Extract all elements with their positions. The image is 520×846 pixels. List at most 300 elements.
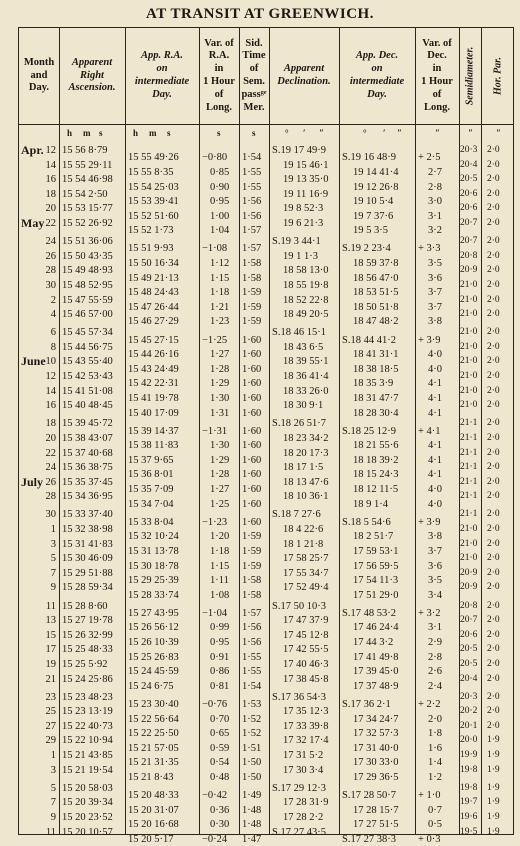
intermediate-dec-cell: S.17 28 50·7 — [342, 790, 396, 801]
var-ra-cell: 0·65 — [210, 728, 230, 740]
var-dec-cell: 0·5 — [428, 819, 442, 831]
var-dec-cell: 4·1 — [428, 440, 442, 452]
header-line: Apparent — [71, 56, 113, 68]
day-cell: 8 — [50, 341, 56, 353]
apparent-ra-cell: 15 54 2·50 — [62, 188, 108, 200]
sidereal-time-cell: 1·54 — [242, 152, 262, 164]
semidiameter-cell: 20·2 — [460, 706, 478, 717]
day-cell: 17 — [45, 644, 56, 656]
var-dec-cell: + 2·2 — [418, 698, 441, 710]
apparent-dec-cell: 19 1 1·3 — [283, 250, 318, 262]
apparent-dec-cell: S.18 7 27·6 — [272, 509, 321, 521]
intermediate-ra-cell: 15 51 9·93 — [128, 243, 174, 255]
intermediate-ra-cell: 15 20 31·07 — [128, 804, 179, 816]
var-ra-cell: 0·36 — [210, 804, 230, 816]
header-line: of — [249, 63, 259, 75]
intermediate-ra-cell: 15 21 8·43 — [128, 771, 174, 783]
sidereal-time-cell: 1·56 — [242, 637, 262, 648]
intermediate-dec-cell: 17 32 57·3 — [353, 728, 399, 740]
unit-label: ° — [285, 128, 289, 138]
hor-par-cell: 2·0 — [487, 567, 500, 578]
intermediate-dec-cell: S.18 44 41·2 — [342, 334, 396, 346]
var-dec-cell: 3·6 — [428, 272, 442, 284]
hor-par-cell: 2·0 — [487, 327, 500, 338]
sidereal-time-cell: 1·59 — [242, 301, 262, 313]
intermediate-dec-cell: 17 28 15·7 — [353, 804, 399, 816]
intermediate-dec-cell: 18 38 18·5 — [353, 363, 399, 375]
semidiameter-cell: 21·0 — [460, 341, 478, 352]
intermediate-ra-cell: 15 49 21·13 — [128, 272, 179, 284]
var-ra-cell: −1·04 — [202, 607, 228, 619]
apparent-dec-cell: 18 36 41·4 — [283, 371, 329, 382]
intermediate-ra-cell: 15 22 56·64 — [128, 713, 179, 725]
intermediate-ra-cell: 15 44 26·16 — [128, 349, 179, 361]
day-cell: 9 — [50, 811, 56, 823]
unit-label: ′ — [303, 128, 306, 138]
apparent-ra-cell: 15 52 26·92 — [62, 218, 113, 229]
var-dec-cell: 3·1 — [428, 622, 442, 634]
var-dec-cell: 2·8 — [428, 651, 442, 663]
apparent-ra-cell: 15 47 55·59 — [62, 294, 113, 306]
header-line: on — [156, 63, 168, 75]
header-line: 1 Hour — [203, 76, 235, 87]
header-line: Apparent — [283, 63, 325, 75]
intermediate-ra-cell: 15 29 25·39 — [128, 575, 179, 587]
var-dec-cell: 2·0 — [428, 713, 442, 725]
sidereal-time-cell: 1·59 — [242, 531, 262, 543]
day-cell: 29 — [45, 735, 56, 747]
intermediate-dec-cell: 17 29 36·5 — [353, 771, 399, 783]
unit-label: ′ — [383, 128, 386, 138]
sidereal-time-cell: 1·59 — [242, 560, 262, 572]
intermediate-dec-cell: 18 59 37·8 — [353, 258, 399, 269]
apparent-ra-cell: 15 49 48·93 — [62, 265, 113, 277]
apparent-dec-cell: S.17 50 10·3 — [272, 600, 326, 612]
sidereal-time-cell: 1·55 — [242, 651, 262, 663]
var-dec-cell: 3·7 — [428, 301, 442, 313]
semidiameter-cell: 21·1 — [460, 447, 478, 458]
hor-par-cell: 2·0 — [487, 432, 500, 443]
hor-par-cell: 2·0 — [487, 629, 500, 640]
sidereal-time-cell: 1·60 — [242, 425, 262, 437]
sidereal-time-cell: 1·51 — [242, 742, 262, 754]
day-cell: 1 — [50, 750, 56, 761]
header-line: intermediate — [349, 76, 405, 87]
semidiameter-cell: 21·0 — [460, 385, 478, 396]
apparent-dec-cell: S.17 36 54·3 — [272, 691, 326, 703]
semidiameter-cell: 21·1 — [460, 509, 478, 520]
header-line: App. Dec. — [355, 50, 399, 62]
var-ra-cell: 1·20 — [210, 531, 230, 543]
apparent-dec-cell: S.17 29 12·3 — [272, 782, 326, 794]
column-header-apparent-ra — [59, 28, 125, 124]
header-line: Var. of — [204, 37, 234, 49]
day-cell: 19 — [45, 658, 56, 670]
hor-par-cell: 1·9 — [487, 826, 500, 837]
apparent-ra-cell: 15 34 36·95 — [62, 491, 113, 503]
intermediate-ra-cell: 15 46 27·29 — [128, 316, 179, 328]
semidiameter-cell: 20·4 — [460, 673, 478, 684]
var-ra-cell: 1·15 — [210, 560, 230, 572]
sidereal-time-cell: 1·55 — [242, 166, 262, 178]
ephemeris-table — [18, 27, 514, 845]
apparent-ra-cell: 15 23 13·19 — [62, 706, 113, 718]
intermediate-ra-cell: 15 31 13·78 — [128, 545, 179, 557]
apparent-ra-cell: 15 38 43·07 — [62, 432, 113, 444]
header-line: Sid. — [245, 37, 263, 49]
intermediate-dec-cell: 18 2 51·7 — [353, 531, 394, 543]
var-dec-cell: 4·1 — [428, 469, 442, 481]
var-ra-cell: 1·28 — [210, 469, 230, 481]
var-ra-cell: 0·95 — [210, 196, 230, 208]
intermediate-ra-cell: 15 34 7·04 — [128, 498, 174, 510]
column-header-app-dec-intermediate — [339, 28, 415, 124]
day-cell: 12 — [45, 145, 56, 156]
intermediate-ra-cell: 15 52 1·73 — [128, 225, 174, 237]
apparent-ra-cell: 15 43 55·40 — [62, 356, 113, 368]
var-dec-cell: 4·1 — [428, 454, 442, 466]
hor-par-cell: 2·0 — [487, 309, 500, 320]
var-ra-cell: 0·90 — [210, 181, 230, 193]
apparent-dec-cell: 18 1 21·8 — [283, 538, 324, 550]
hor-par-cell: 2·0 — [487, 418, 500, 429]
hor-par-cell: 2·0 — [487, 691, 500, 702]
month-label: July — [21, 474, 44, 489]
apparent-ra-cell: 15 37 40·68 — [62, 447, 113, 459]
header-line: Dec. — [427, 50, 447, 62]
intermediate-dec-cell: 17 56 59·5 — [353, 560, 399, 572]
hor-par-cell: 2·0 — [487, 159, 500, 170]
var-dec-cell: 3·1 — [428, 210, 442, 222]
semidiameter-cell: 21·0 — [460, 309, 478, 320]
intermediate-ra-cell: 15 23 30·40 — [128, 698, 179, 710]
var-dec-cell: 1·2 — [428, 771, 442, 783]
apparent-ra-cell: 15 35 37·45 — [62, 476, 113, 488]
intermediate-dec-cell: 18 12 11·5 — [353, 484, 399, 495]
hor-par-cell: 2·0 — [487, 385, 500, 396]
var-ra-cell: −0·42 — [202, 790, 228, 801]
header-line: Var. of — [422, 37, 452, 49]
hor-par-cell: 2·0 — [487, 644, 500, 655]
unit-label: ″ — [435, 128, 440, 138]
intermediate-dec-cell: S.18 5 54·6 — [342, 516, 391, 528]
apparent-ra-cell: 15 23 48·23 — [62, 691, 113, 703]
sidereal-time-cell: 1·54 — [242, 680, 262, 692]
page-title: AT TRANSIT AT GREENWICH. — [146, 6, 374, 22]
apparent-dec-cell: 17 35 12·3 — [283, 706, 329, 718]
intermediate-ra-cell: 15 47 26·44 — [128, 301, 179, 313]
intermediate-ra-cell: 15 38 11·83 — [128, 440, 179, 452]
apparent-dec-cell: 17 45 12·8 — [283, 629, 329, 641]
apparent-dec-cell: 18 39 55·1 — [283, 356, 329, 368]
header-line: passᵍᵉ — [241, 88, 267, 100]
sidereal-time-cell: 1·48 — [242, 804, 262, 816]
var-ra-cell: −1·25 — [202, 334, 228, 346]
var-ra-cell: 1·30 — [210, 392, 230, 404]
var-ra-cell: 0·48 — [210, 771, 230, 783]
apparent-dec-cell: 17 28 2·2 — [283, 811, 324, 823]
intermediate-ra-cell: 15 41 19·78 — [128, 392, 179, 404]
hor-par-cell: 2·0 — [487, 188, 500, 199]
semidiameter-cell: 20·7 — [460, 615, 478, 626]
header-line: in — [214, 63, 224, 75]
intermediate-dec-cell: 19 7 37·6 — [353, 210, 394, 222]
header-line: Ascension. — [68, 82, 116, 94]
var-ra-cell: −1·08 — [202, 243, 228, 255]
apparent-dec-cell: 18 30 9·1 — [283, 400, 324, 412]
intermediate-ra-cell: 15 39 14·37 — [128, 425, 179, 437]
intermediate-ra-cell: 15 32 10·24 — [128, 531, 179, 543]
month-label: June — [21, 354, 46, 369]
var-ra-cell: 1·12 — [210, 258, 230, 269]
sidereal-time-cell: 1·60 — [242, 498, 262, 510]
apparent-ra-cell: 15 22 10·94 — [62, 735, 113, 747]
column-divider — [481, 28, 482, 834]
sidereal-time-cell: 1·50 — [242, 757, 262, 769]
hor-par-cell: 2·0 — [487, 265, 500, 276]
apparent-dec-cell: 18 23 34·2 — [283, 432, 329, 444]
day-cell: 22 — [45, 447, 56, 459]
intermediate-dec-cell: 18 53 51·5 — [353, 287, 399, 299]
var-dec-cell: 3·8 — [428, 316, 442, 328]
apparent-ra-cell: 15 48 52·95 — [62, 279, 113, 291]
var-dec-cell: 3·4 — [428, 589, 442, 601]
intermediate-ra-cell: 15 20 48·33 — [128, 790, 179, 801]
header-line: Time — [242, 50, 266, 62]
sidereal-time-cell: 1·55 — [242, 666, 262, 678]
column-divider — [199, 28, 200, 834]
var-dec-cell: + 0·3 — [418, 833, 441, 845]
day-cell: 16 — [45, 400, 56, 412]
column-header-month-day — [19, 28, 59, 124]
semidiameter-cell: 21·0 — [460, 538, 478, 549]
var-dec-cell: 1·6 — [428, 742, 442, 754]
var-dec-cell: 3·6 — [428, 560, 442, 572]
intermediate-dec-cell: 18 41 31·1 — [353, 349, 399, 361]
intermediate-ra-cell: 15 55 8·35 — [128, 166, 174, 178]
hor-par-cell: 2·0 — [487, 658, 500, 669]
var-dec-cell: 2·4 — [428, 680, 442, 692]
intermediate-dec-cell: 17 30 33·0 — [353, 757, 399, 769]
day-cell: 5 — [50, 553, 56, 565]
header-line: Long. — [424, 101, 450, 113]
semidiameter-cell: 21·0 — [460, 371, 478, 381]
var-dec-cell: + 4·1 — [418, 425, 441, 437]
apparent-dec-cell: 17 38 45·8 — [283, 673, 329, 685]
apparent-ra-cell: 15 29 51·88 — [62, 567, 113, 579]
var-dec-cell: 2·8 — [428, 181, 442, 193]
semidiameter-cell: 19·5 — [460, 826, 478, 837]
column-header-sid-time — [239, 28, 269, 124]
day-cell: 14 — [45, 159, 56, 171]
hor-par-cell: 2·0 — [487, 524, 500, 534]
apparent-ra-cell: 15 27 19·78 — [62, 615, 113, 627]
intermediate-ra-cell: 15 25 26·83 — [128, 651, 179, 663]
unit-label: s — [167, 128, 171, 138]
intermediate-dec-cell: 17 51 29·0 — [353, 589, 399, 601]
day-cell: 2 — [50, 294, 56, 306]
header-line: Long. — [206, 101, 232, 113]
apparent-ra-cell: 15 53 15·77 — [62, 203, 113, 215]
intermediate-dec-cell: 17 59 53·1 — [353, 545, 399, 557]
var-dec-cell: 4·0 — [428, 498, 442, 510]
apparent-ra-cell: 15 25 5·92 — [62, 658, 108, 670]
var-dec-cell: 3·8 — [428, 531, 442, 543]
apparent-dec-cell: 18 10 36·1 — [283, 491, 329, 503]
hor-par-cell: 2·0 — [487, 174, 500, 185]
var-ra-cell: 0·91 — [210, 651, 230, 663]
hor-par-cell: 1·9 — [487, 782, 500, 793]
var-dec-cell: 2·9 — [428, 637, 442, 648]
semidiameter-cell: 21·1 — [460, 418, 478, 429]
apparent-ra-cell: 15 50 43·35 — [62, 250, 113, 262]
var-dec-cell: 1·4 — [428, 757, 442, 769]
var-ra-cell: 0·95 — [210, 637, 230, 648]
hor-par-cell: 2·0 — [487, 476, 500, 487]
sidereal-time-cell: 1·60 — [242, 440, 262, 452]
sidereal-time-cell: 1·59 — [242, 316, 262, 328]
semidiameter-cell: 21·0 — [460, 524, 478, 534]
sidereal-time-cell: 1·52 — [242, 728, 262, 740]
intermediate-dec-cell: 18 9 1·4 — [353, 498, 388, 510]
sidereal-time-cell: 1·60 — [242, 469, 262, 481]
apparent-dec-cell: 18 33 26·0 — [283, 385, 329, 397]
var-ra-cell: 1·18 — [210, 287, 230, 299]
header-line: Sem. — [243, 76, 265, 87]
header-divider — [19, 124, 513, 125]
unit-label: h — [133, 128, 139, 138]
apparent-dec-cell: S.18 46 15·1 — [272, 327, 326, 339]
apparent-dec-cell: 17 28 31·9 — [283, 797, 329, 809]
intermediate-ra-cell: 15 26 56·12 — [128, 622, 179, 634]
semidiameter-cell: 20·0 — [460, 735, 478, 746]
header-line: R.A. — [208, 50, 230, 62]
var-dec-cell: + 3·9 — [418, 516, 441, 528]
var-ra-cell: 1·00 — [210, 210, 230, 222]
intermediate-ra-cell: 15 21 31·35 — [128, 757, 179, 769]
apparent-dec-cell: 17 47 37·9 — [283, 615, 329, 627]
day-cell: 4 — [50, 309, 56, 321]
day-cell: 7 — [50, 567, 56, 579]
semidiameter-cell: 21·0 — [460, 356, 478, 367]
sidereal-time-cell: 1·55 — [242, 181, 262, 193]
var-ra-cell: 0·85 — [210, 166, 230, 178]
var-ra-cell: −1·23 — [202, 516, 228, 528]
var-ra-cell: 1·27 — [210, 484, 230, 495]
semidiameter-cell: 20·9 — [460, 582, 478, 593]
sidereal-time-cell: 1·60 — [242, 378, 262, 390]
unit-label: ″ — [397, 128, 402, 138]
semidiameter-cell: 19·9 — [460, 750, 478, 760]
intermediate-dec-cell: 19 12 26·8 — [353, 181, 399, 193]
apparent-ra-cell: 15 42 53·43 — [62, 371, 113, 382]
apparent-ra-cell: 15 21 43·85 — [62, 750, 113, 761]
month-label: Apr. — [21, 143, 44, 157]
semidiameter-cell: 19·6 — [460, 811, 478, 822]
intermediate-dec-cell: 18 18 39·2 — [353, 454, 399, 466]
var-ra-cell: 1·08 — [210, 589, 230, 601]
sidereal-time-cell: 1·53 — [242, 698, 262, 710]
day-cell: 24 — [45, 462, 56, 474]
intermediate-ra-cell: 15 53 39·41 — [128, 196, 179, 208]
apparent-ra-cell: 15 20 23·52 — [62, 811, 113, 823]
day-cell: 24 — [45, 236, 56, 248]
header-line: 1 Hour — [421, 76, 453, 87]
apparent-ra-cell: 15 30 46·09 — [62, 553, 113, 565]
semidiameter-cell: 20·6 — [460, 203, 478, 214]
var-ra-cell: 1·30 — [210, 440, 230, 452]
apparent-ra-cell: 15 40 48·45 — [62, 400, 113, 412]
var-ra-cell: 0·54 — [210, 757, 230, 769]
day-cell: 28 — [45, 265, 56, 277]
intermediate-dec-cell: 18 35 3·9 — [353, 378, 394, 390]
sidereal-time-cell: 1·60 — [242, 349, 262, 361]
intermediate-dec-cell: 18 15 24·3 — [353, 469, 399, 481]
sidereal-time-cell: 1·60 — [242, 454, 262, 466]
apparent-ra-cell: 15 44 56·75 — [62, 341, 113, 353]
apparent-ra-cell: 15 24 25·86 — [62, 673, 113, 685]
apparent-ra-cell: 15 20 10·57 — [62, 826, 113, 838]
intermediate-ra-cell: 15 20 16·68 — [128, 819, 179, 831]
unit-label: s — [217, 128, 221, 138]
header-line: Right — [80, 69, 104, 81]
intermediate-ra-cell: 15 27 43·95 — [128, 607, 179, 619]
intermediate-dec-cell: 17 37 48·9 — [353, 680, 399, 692]
apparent-dec-cell: 18 13 47·6 — [283, 476, 329, 488]
header-line: App. R.A. — [140, 50, 183, 62]
apparent-dec-cell: 18 58 13·0 — [283, 265, 329, 277]
semidiameter-cell: 19·8 — [460, 764, 478, 775]
var-dec-cell: 3·7 — [428, 287, 442, 299]
apparent-ra-cell: 15 28 59·34 — [62, 582, 113, 594]
sidereal-time-cell: 1·56 — [242, 210, 262, 222]
apparent-ra-cell: 15 46 57·00 — [62, 309, 113, 321]
intermediate-dec-cell: 18 21 55·6 — [353, 440, 399, 452]
var-dec-cell: 3·7 — [428, 545, 442, 557]
sidereal-time-cell: 1·50 — [242, 771, 262, 783]
hor-par-cell: 2·0 — [487, 218, 500, 228]
semidiameter-cell: 20·4 — [460, 159, 478, 170]
apparent-ra-cell: 15 36 38·75 — [62, 462, 113, 474]
intermediate-ra-cell: 15 55 49·26 — [128, 152, 179, 164]
header-line: Day. — [367, 88, 387, 100]
intermediate-dec-cell: 17 41 49·8 — [353, 651, 399, 663]
header-line: Month — [23, 56, 55, 68]
var-ra-cell: 0·70 — [210, 713, 230, 725]
sidereal-time-cell: 1·58 — [242, 589, 262, 601]
day-cell: 18 — [45, 418, 56, 430]
sidereal-time-cell: 1·58 — [242, 272, 262, 284]
hor-par-cell: 2·0 — [487, 203, 500, 214]
var-ra-cell: −1·31 — [202, 425, 228, 437]
intermediate-dec-cell: 18 47 48·2 — [353, 316, 399, 328]
var-dec-cell: 3·5 — [428, 258, 442, 269]
hor-par-cell: 2·0 — [487, 538, 500, 549]
day-cell: 16 — [45, 174, 56, 186]
hor-par-cell: 2·0 — [487, 294, 500, 305]
var-ra-cell: −0·80 — [202, 152, 228, 164]
header-line: on — [371, 63, 383, 75]
apparent-dec-cell: 18 55 19·8 — [283, 279, 329, 291]
apparent-ra-cell: 15 51 36·06 — [62, 236, 113, 248]
intermediate-dec-cell: 19 14 41·4 — [353, 166, 399, 178]
hor-par-cell: 2·0 — [487, 279, 500, 290]
apparent-dec-cell: 18 43 6·5 — [283, 341, 324, 353]
hor-par-cell: 2·0 — [487, 582, 500, 593]
semidiameter-cell: 20·7 — [460, 218, 478, 228]
var-ra-cell: −0·76 — [202, 698, 228, 710]
sidereal-time-cell: 1·58 — [242, 575, 262, 587]
